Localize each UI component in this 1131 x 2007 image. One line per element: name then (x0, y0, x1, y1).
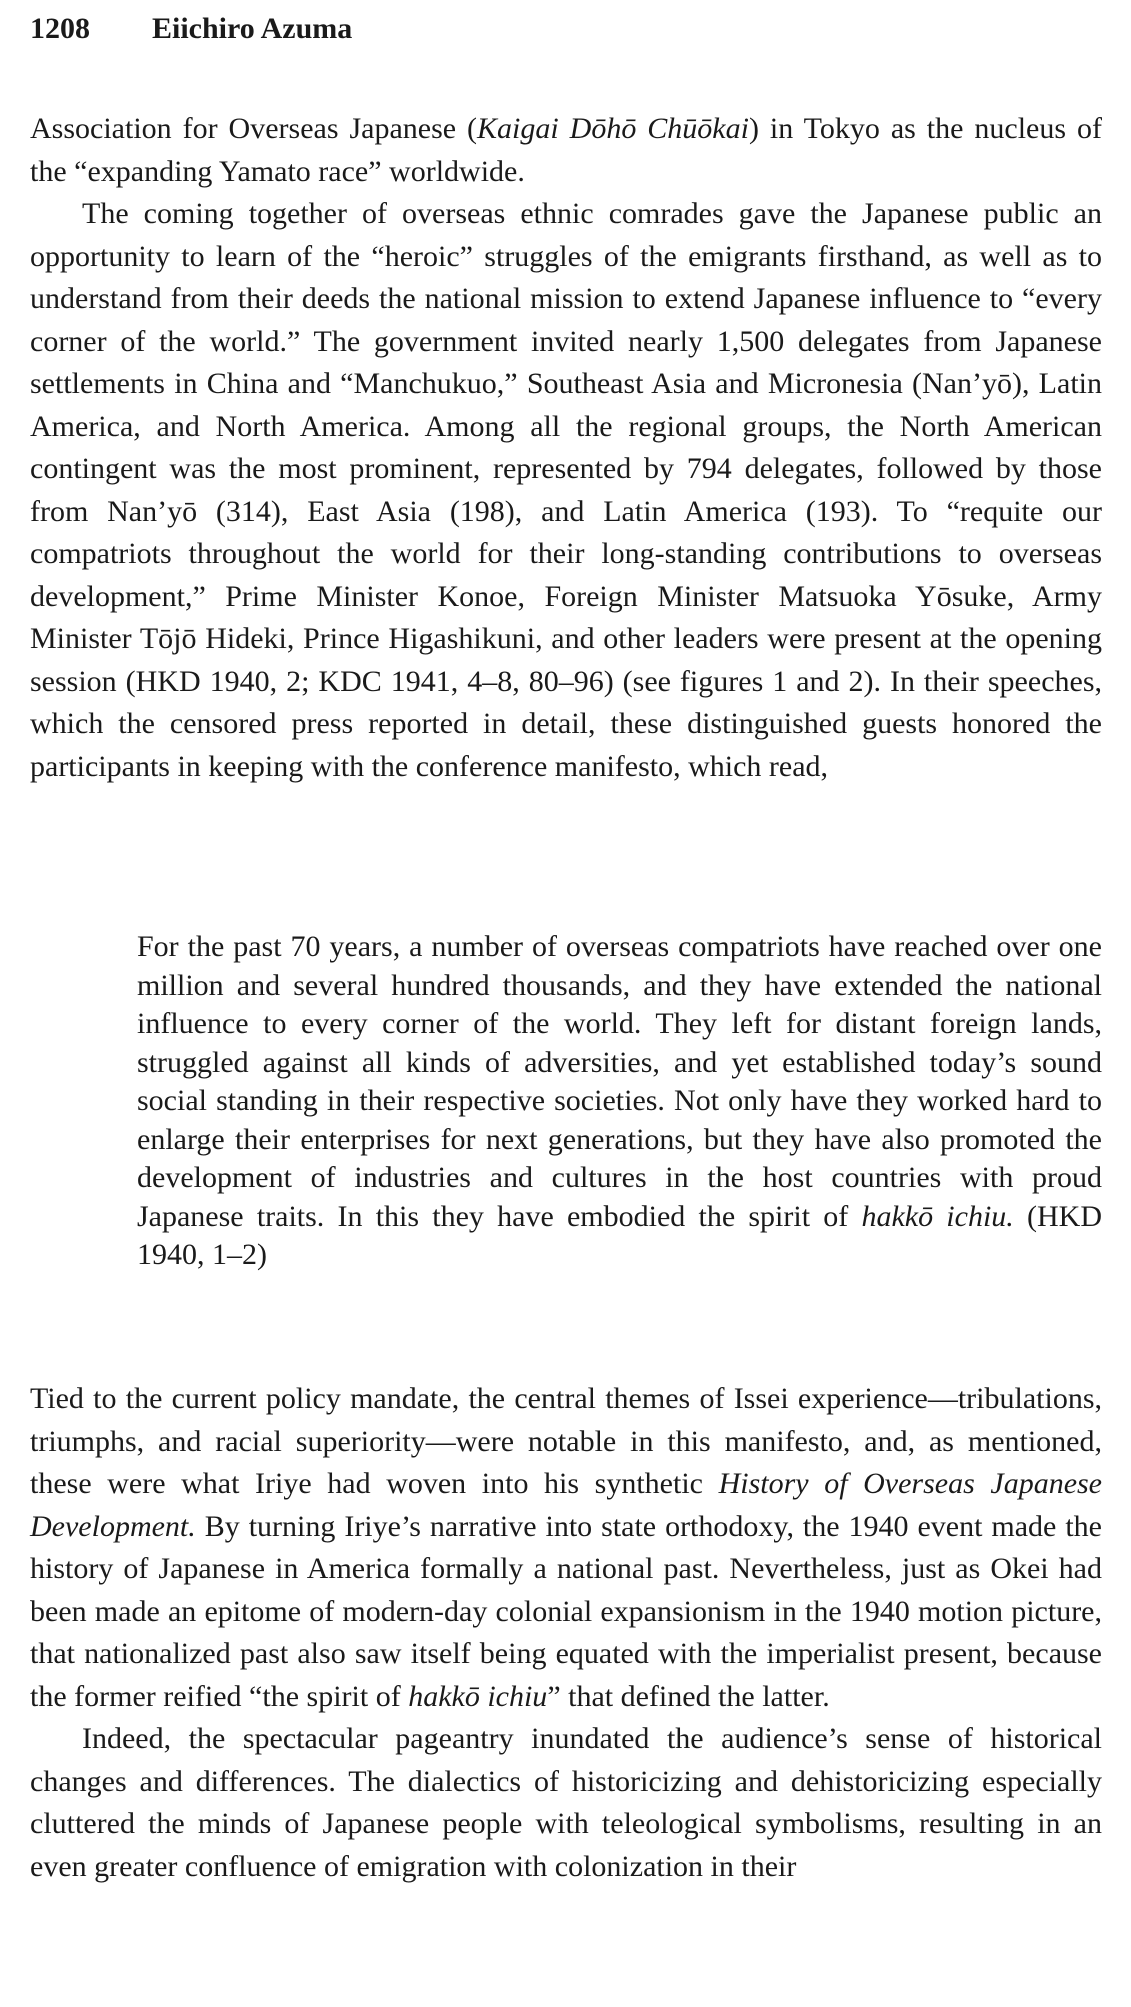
italic-term: hakkō ichiu. (861, 1199, 1014, 1233)
text-block-1 (30, 108, 1102, 788)
paragraph-text: ) in Tokyo as the nucleus of the “expanding Yamato race” worldwide. (30, 112, 1102, 188)
running-head (30, 12, 352, 46)
citation: (HKD 1940, 1–2) (137, 1199, 1102, 1271)
book-title: History of Overseas Japanese Development. (30, 1467, 1102, 1543)
paragraph: The coming together of overseas ethnic comrades gave the Japanese public an opportunity to learn of the “heroic” struggles of the emigrants firsthand, as well as to understand from their deeds the national mission to extend Japanese influence to “every corner of the world.” The government invited nearly 1,500 delegates from Japanese settlements in China and “Manchukuo,” Southeast Asia and Micronesia (Nan’yō), Latin America, and North America. Among all the regional groups, the North American contingent was the most prominent, represented by 794 delegates, followed by those from Nan’yō (314), East Asia (198), and Latin America (193). To “requite our compatriots throughout the world for their long-standing contributions to overseas development,” Prime Minister Konoe, Foreign Minister Matsuoka Yōsuke, Army Minister Tōjō Hideki, Prince Higashikuni, and other leaders were present at the opening session (HKD 1940, 2; KDC 1941, 4–8, 80–96) (see figures 1 and 2). In their speeches, which the censored press reported in detail, these distinguished guests honored the participants in keeping with the conference manifesto, which read, (30, 197, 1102, 783)
quote-body: For the past 70 years, a number of overseas compatriots have reached over one million and several hundred thousands, and they have extended the national influence to every corner of the world. They left for distant foreign lands, struggled against all kinds of adversities, and yet established today’s sound social standing in their respective societies. Not only have they worked hard to enlarge their enterprises for next generations, but they have also promoted the development of industries and cultures in the host countries with proud Japanese traits. In this they have embodied the spirit of (137, 930, 1102, 1233)
paragraph-continuation (30, 108, 1102, 193)
italic-term: Kaigai Dōhō Chūōkai (477, 112, 749, 145)
author-name: Eiichiro Azuma (152, 12, 353, 45)
page-number: 1208 (30, 12, 90, 45)
paragraph-text: By turning Iriye’s narrative into state orthodoxy, the 1940 event made the history of Japanese in America formally a national past. Nevertheless, just as Okei had been made an epitome of modern-day colonial expansionism in the 1940 motion picture, that nationalized past also saw itself being equated with the imperialist present, because the former reified “the spirit of (30, 1509, 1102, 1713)
text-block-2 (30, 1378, 1102, 1888)
paragraph-text: Association for Overseas Japanese ( (30, 112, 478, 145)
quote-text (137, 928, 1102, 1275)
paragraph (30, 1378, 1102, 1718)
paragraph-text: Tied to the current policy mandate, the central themes of Issei experience—tribulations, triumphs, and racial superiority—were notable in this manifesto, and, as mentioned, these were what Iriye had woven into his synthetic (30, 1382, 1102, 1500)
paragraph-text: ” that defined the latter. (547, 1679, 830, 1713)
paragraph: Indeed, the spectacular pageantry inundated the audience’s sense of historical changes and differences. The dialectics of historicizing and dehistoricizing especially cluttered the minds of Japanese people with teleological symbolisms, resulting in an even greater confluence of emigration with colonization in their (30, 1722, 1102, 1883)
block-quote (137, 928, 1102, 1275)
italic-term: hakkō ichiu (408, 1679, 548, 1713)
